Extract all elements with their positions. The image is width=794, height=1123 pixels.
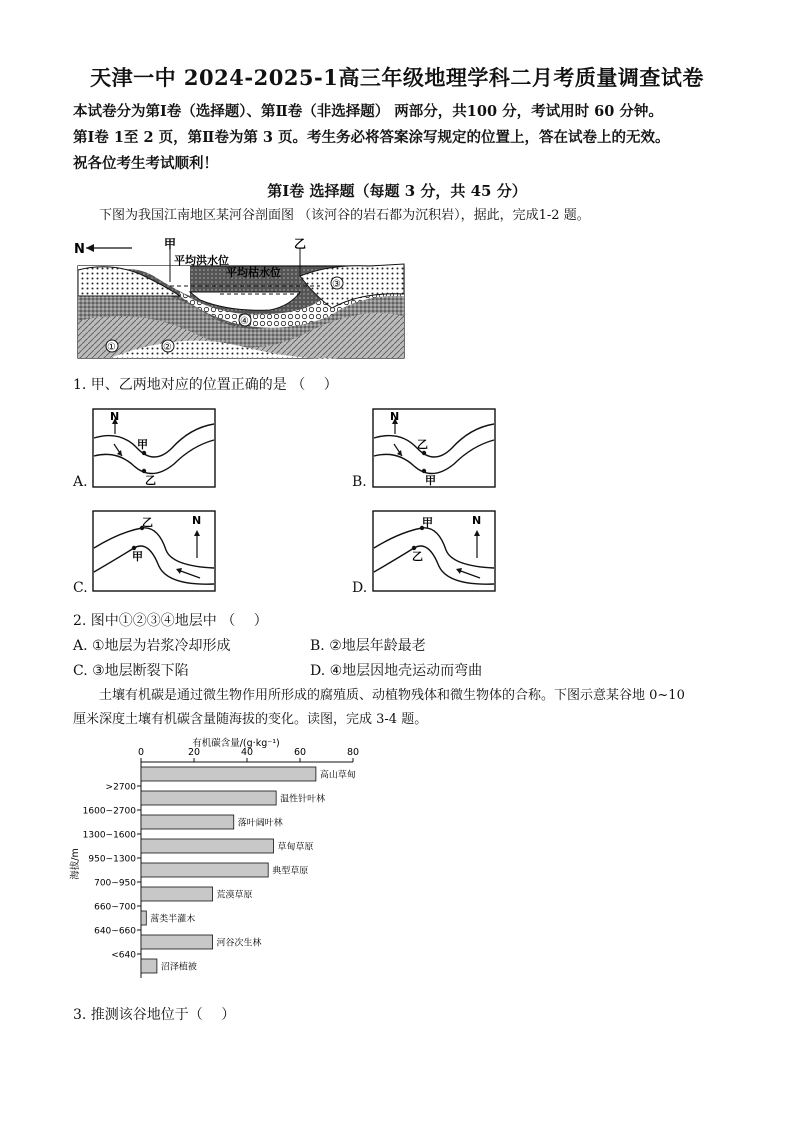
dry-level-label: 平均枯水位 bbox=[226, 266, 281, 279]
bar bbox=[141, 791, 276, 805]
q1c-bottom-label: 甲 bbox=[132, 550, 143, 563]
q1-option-c-letter[interactable]: C. bbox=[73, 580, 88, 596]
layer-4-label: ④ bbox=[240, 316, 249, 327]
section-title: 第Ⅰ卷 选择题（每题 3 分，共 45 分） bbox=[267, 182, 527, 200]
intro-line-1: 本试卷分为第Ⅰ卷（选择题）、第Ⅱ卷（非选择题） 两部分，共100 分，考试用时 60 分钟。 bbox=[73, 103, 663, 120]
q1a-top-label: 甲 bbox=[137, 438, 148, 451]
bar-category-label: 草甸草原 bbox=[277, 842, 314, 853]
q1-option-a-map[interactable] bbox=[92, 408, 216, 488]
altitude-band-label: 1600~2700 bbox=[82, 806, 136, 817]
q1b-north: N bbox=[390, 410, 400, 423]
q1-option-d-map[interactable] bbox=[372, 510, 496, 592]
bar bbox=[141, 839, 274, 853]
q1a-north: N bbox=[110, 410, 120, 423]
altitude-band-label: 950~1300 bbox=[88, 854, 136, 865]
bar bbox=[141, 863, 268, 877]
q2-option-c[interactable]: C. ③地层断裂下陷 bbox=[73, 663, 189, 679]
bar-category-label: 河谷次生林 bbox=[216, 938, 262, 949]
bar-category-label: 沼泽植被 bbox=[160, 962, 197, 973]
bar bbox=[141, 935, 213, 949]
altitude-band-label: <640 bbox=[111, 950, 136, 961]
q1-option-c-map[interactable] bbox=[92, 510, 216, 592]
question-3-stem: 3. 推测该谷地位于（ ） bbox=[73, 1007, 236, 1023]
bar bbox=[141, 767, 316, 781]
layer-2-label: ② bbox=[163, 342, 172, 353]
q1-option-b-map[interactable] bbox=[372, 408, 496, 488]
question-2-stem: 2. 图中①②③④地层中 （ ） bbox=[73, 613, 268, 629]
bar-category-label: 典型草原 bbox=[272, 866, 309, 877]
exam-title: 天津一中 2024-2025-1高三年级地理学科二月考质量调查试卷 bbox=[90, 65, 704, 90]
passage-1: 下图为我国江南地区某河谷剖面图 （该河谷的岩石都为沉积岩），据此，完成1-2 题。 bbox=[99, 208, 590, 223]
q1a-bottom-label: 乙 bbox=[145, 474, 156, 487]
altitude-band-label: 700~950 bbox=[94, 878, 136, 889]
q1b-bottom-label: 甲 bbox=[425, 474, 436, 487]
q2-option-a[interactable]: A. ①地层为岩浆冷却形成 bbox=[73, 638, 231, 654]
q1-option-b-letter[interactable]: B. bbox=[352, 474, 367, 490]
q1c-top-label: 乙 bbox=[142, 516, 153, 529]
bar-category-label: 温性针叶林 bbox=[280, 794, 326, 805]
q1c-north: N bbox=[192, 514, 202, 527]
bar bbox=[141, 815, 234, 829]
q2-option-b[interactable]: B. ②地层年龄最老 bbox=[310, 638, 426, 654]
layer-1-label: ① bbox=[107, 342, 116, 353]
altitude-band-label: 660~700 bbox=[94, 902, 136, 913]
bar bbox=[141, 911, 146, 925]
q2-option-d[interactable]: D. ④地层因地壳运动而弯曲 bbox=[310, 663, 483, 679]
q1d-bottom-label: 乙 bbox=[412, 550, 423, 563]
bar bbox=[141, 959, 157, 973]
bar-series bbox=[141, 767, 356, 973]
intro-line-3: 祝各位考生考试顺利！ bbox=[73, 155, 218, 172]
q1-option-d-letter[interactable]: D. bbox=[352, 580, 368, 596]
altitude-band-label: 1300~1600 bbox=[82, 830, 136, 841]
bar bbox=[141, 887, 213, 901]
x-tick-label: 20 bbox=[187, 747, 201, 758]
valley-cross-section bbox=[70, 236, 410, 364]
y-axis-label: 海拔/m bbox=[70, 848, 81, 880]
layer-3-label: ③ bbox=[332, 279, 341, 290]
bar-category-label: 高山草甸 bbox=[319, 770, 356, 781]
passage-2-line-1: 土壤有机碳是通过微生物作用所形成的腐殖质、动植物残体和微生物体的合称。下图示意某谷地 0~10 bbox=[99, 688, 685, 703]
question-1-stem: 1. 甲、乙两地对应的位置正确的是 （ ） bbox=[73, 377, 338, 393]
yi-label: 乙 bbox=[294, 237, 307, 251]
x-tick-label: 80 bbox=[346, 747, 360, 758]
altitude-band-label: >2700 bbox=[105, 782, 136, 793]
x-tick-label: 60 bbox=[293, 747, 307, 758]
bar-category-label: 荒漠草原 bbox=[216, 890, 253, 901]
organic-carbon-chart bbox=[66, 734, 386, 994]
jia-label: 甲 bbox=[164, 237, 177, 251]
altitude-band-label: 640~660 bbox=[94, 926, 136, 937]
x-tick-label: 0 bbox=[137, 747, 145, 758]
q1d-top-label: 甲 bbox=[422, 516, 433, 529]
passage-2-line-2: 厘米深度土壤有机碳含量随海拔的变化。读图，完成 3-4 题。 bbox=[73, 712, 428, 727]
intro-line-2: 第Ⅰ卷 1至 2 页，第Ⅱ卷为第 3 页。考生务必将答案涂写规定的位置上，答在试卷上的无效。 bbox=[73, 129, 670, 146]
q1-option-a-letter[interactable]: A. bbox=[73, 474, 88, 490]
flood-level-label: 平均洪水位 bbox=[174, 254, 229, 267]
north-label: N bbox=[74, 242, 85, 257]
bar-category-label: 落叶阔叶林 bbox=[237, 818, 283, 829]
altitude-bands bbox=[83, 783, 141, 961]
bar-category-label: 蒿类半灌木 bbox=[150, 914, 196, 925]
q1b-top-label: 乙 bbox=[417, 438, 428, 451]
q1d-north: N bbox=[472, 514, 482, 527]
x-tick-label: 40 bbox=[240, 747, 254, 758]
chart-title: 有机碳含量/(g·kg⁻¹) bbox=[192, 738, 280, 749]
